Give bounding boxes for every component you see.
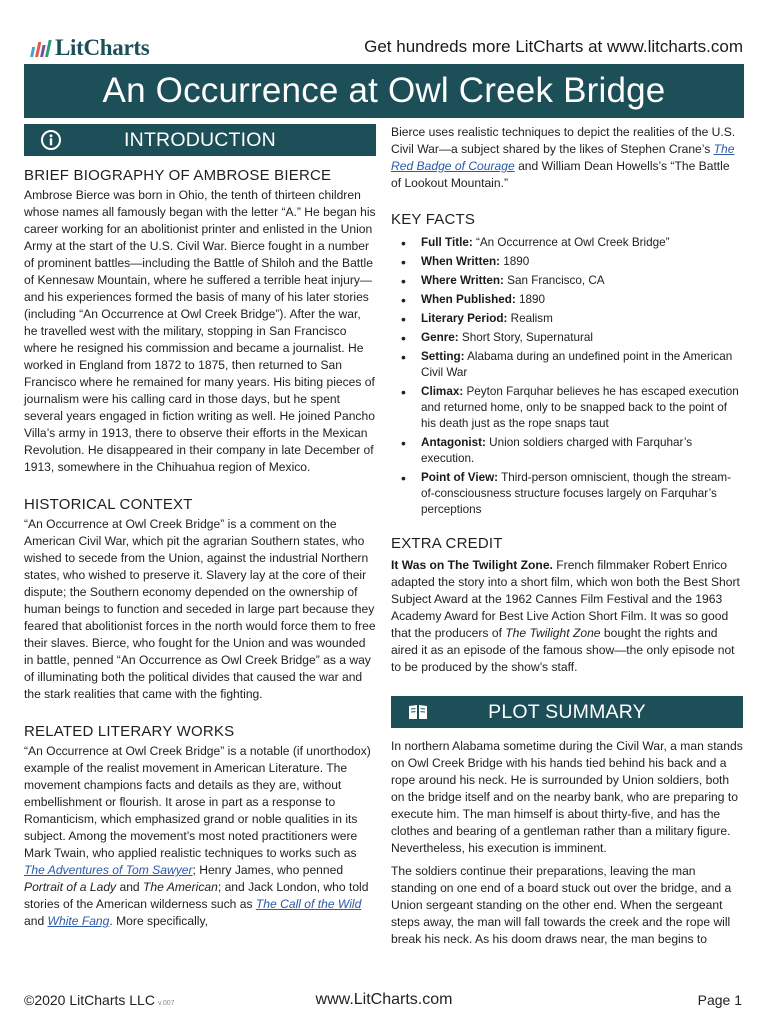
key-fact-value: Alabama during an undefined point in the American Civil War [421, 350, 733, 379]
key-fact-label: Where Written: [421, 274, 504, 287]
text-run: French filmmaker Robert Enrico adapted the story into a short film, which won both the Best Short Subject Award at the 1962 Cannes Film Festival and the 1963 Academy Award for Best Live Action Short Film. It was so good that the producers of [391, 558, 740, 640]
text-run: Bierce uses realistic techniques to depict the realities of the U.S. Civil War—a subject shared by the likes of Stephen Crane’s [391, 125, 736, 156]
logo-text: LitCharts [55, 35, 150, 60]
biography-heading: BRIEF BIOGRAPHY OF AMBROSE BIERCE [24, 167, 332, 184]
text-run: . More specifically, [109, 914, 208, 928]
key-fact-label: Genre: [421, 331, 459, 344]
key-fact-value: 1890 [515, 293, 546, 306]
link-red-badge-of-courage[interactable]: The Red Badge of Courage [391, 142, 735, 173]
title-twilight-zone: The Twilight Zone [505, 626, 601, 640]
extra-credit-lead: It Was on The Twilight Zone. [391, 558, 553, 572]
plot-summary-paragraph-2: The soldiers continue their preparations, leaving the man standing on one end of a board stuck out over the bridge, and a Union sergeant standing on the other end. When the sergeant steps away, the man will fall towards the creek and the rope will break his neck. As his doom draws near, the man begins to [391, 864, 732, 946]
key-fact-label: Climax: [421, 385, 464, 398]
page-number: Page 1 [697, 992, 742, 1008]
related-works-continued [391, 124, 743, 192]
key-fact-label: When Written: [421, 255, 500, 268]
plot-summary-section-header [391, 696, 743, 728]
plot-summary-heading: PLOT SUMMARY [488, 700, 646, 723]
logo-bars-icon [30, 39, 52, 57]
text-run: bought the rights and aired it as an episode of the famous show—the only episode not to be produced by the show’s staff. [391, 626, 735, 674]
link-tom-sawyer[interactable]: The Adventures of Tom Sawyer [24, 863, 193, 877]
key-fact-value: Realism [507, 312, 553, 325]
key-fact-item [391, 235, 743, 251]
key-facts-list [391, 235, 743, 518]
key-fact-value: Short Story, Supernatural [458, 331, 593, 344]
key-fact-label: Antagonist: [421, 436, 486, 449]
key-fact-label: Full Title: [421, 236, 473, 249]
key-fact-value: “An Occurrence at Owl Creek Bridge” [472, 236, 670, 249]
text-run: and William Dean Howells’s “The Battle of Lookout Mountain.” [391, 159, 730, 190]
page-header [0, 0, 768, 62]
key-fact-item [391, 292, 743, 308]
key-fact-label: Setting: [421, 350, 465, 363]
key-fact-value: Third-person omniscient, though the stream-of-consciousness structure focuses largely on Farquhar’s perceptions [421, 471, 732, 516]
key-fact-item [391, 435, 743, 467]
title-banner [24, 64, 744, 118]
key-fact-item [391, 273, 743, 289]
biography-text: Ambrose Bierce was born in Ohio, the tenth of thirteen children whose names all famously began with the letter “A.” He began his career working for an abolitionist printer and enlisted in the Union Army at the start of the U.S. Civil War. Bierce fought in a number of prominent battles—including the Battle of Shiloh and the Battle of Kennesaw Mountain, where he suffered a terrible heat injury—and his experiences formed the basis of many of his later stories (including “An Occurrence at Owl Creek Bridge”). After the war, he travelled west with the military, stopping in San Francisco where he resigned his commission and became a journalist. He worked in England from 1872 to 1875, then returned to San Francisco where he remained for many years. His biting pieces of journalism were his calling card in those days, but he spent several years engaged in fiction writing as well. He joined Pancho Villa’s army in 1913, there to observe their efforts in the Mexican Revolution. He disappeared in their company in late December of 1913, somewhere in the Chihuahua region of Mexico. [24, 188, 376, 474]
historical-context-heading: HISTORICAL CONTEXT [24, 496, 193, 513]
key-fact-value: Peyton Farquhar believes he has escaped execution and returned home, only to be snapped back to the point of his death just as the rope snaps taut [421, 385, 739, 430]
header-tagline: Get hundreds more LitCharts at www.litcharts.com [364, 37, 743, 56]
introduction-heading: INTRODUCTION [124, 128, 276, 151]
text-run: ; Henry James, who penned [192, 863, 344, 877]
key-fact-item [391, 254, 743, 270]
key-fact-value: 1890 [500, 255, 530, 268]
litcharts-logo[interactable] [32, 35, 149, 61]
extra-credit-text [391, 557, 743, 676]
text-run: “An Occurrence at Owl Creek Bridge” is a notable (if unorthodox) example of the realist movement in American Literature. The movement champions facts and details as they are, without embellishment or flourish. It arose in part as a response to Romanticism, which emphasized grand or noble qualities in its subject. Among the movement’s most noted practitioners were Mark Twain, who applied realistic techniques to works such as [24, 744, 371, 860]
key-fact-value: Union soldiers charged with Farquhar’s execution. [421, 436, 693, 465]
plot-summary-paragraph-1: In northern Alabama sometime during the Civil War, a man stands on Owl Creek Bridge with his hands tied behind his back and a rope around his neck. He is surrounded by Union soldiers, both on the bridge itself and on the nearby bank, who are preparing to execute him. The man himself is about thirty-five, and has the clothes and bearing of a gentleman rather than a military figure. Nevertheless, his execution is imminent. [391, 739, 743, 855]
version-text: v.007 [157, 1000, 175, 1007]
key-fact-item [391, 349, 743, 381]
key-fact-item [391, 330, 743, 346]
related-works-heading: RELATED LITERARY WORKS [24, 723, 235, 740]
footer-site-link[interactable]: www.LitCharts.com [315, 991, 453, 1008]
extra-credit-heading: EXTRA CREDIT [391, 535, 503, 552]
text-run: and [24, 914, 48, 928]
info-icon [40, 129, 62, 151]
page-footer [0, 984, 768, 1024]
left-column [24, 124, 376, 930]
text-run: ; and Jack London, who told stories of the American wilderness such as [24, 880, 369, 911]
text-run: and [116, 880, 144, 894]
key-facts-heading: KEY FACTS [391, 211, 476, 228]
title-the-american: The American [143, 880, 218, 894]
key-fact-label: Point of View: [421, 471, 499, 484]
key-fact-value: San Francisco, CA [503, 274, 605, 287]
link-call-of-the-wild[interactable]: The Call of the Wild [255, 897, 362, 911]
key-fact-item [391, 311, 743, 327]
historical-context-text: “An Occurrence at Owl Creek Bridge” is a comment on the American Civil War, which pit the agrarian Southern states, who wished to secede from the Union, against the industrial Northern states, who wished to preserve it. Slavery lay at the core of their dispute; the Southern economy depended on the ownership of human beings to function and seceded in large part because they feared that abolitionist forces in the north would force them to free their slaves. Bierce, who fought for the Union and was wounded in battle, penned “An Occurrence as Owl Creek Bridge” as a way of illuminating both the political divides that caused the war and the stark realities that came with the fighting. [24, 517, 376, 701]
related-works-text [24, 743, 376, 930]
right-column [391, 124, 743, 948]
key-fact-item [391, 384, 743, 432]
introduction-section-header [24, 124, 376, 156]
title-portrait-of-a-lady: Portrait of a Lady [24, 880, 117, 894]
page-title: An Occurrence at Owl Creek Bridge [102, 71, 666, 110]
book-icon [407, 701, 429, 723]
key-fact-label: When Published: [421, 293, 516, 306]
key-fact-item [391, 470, 743, 518]
link-white-fang[interactable]: White Fang [47, 914, 110, 928]
key-fact-label: Literary Period: [421, 312, 508, 325]
copyright-text: ©2020 LitCharts LLC [24, 992, 155, 1008]
